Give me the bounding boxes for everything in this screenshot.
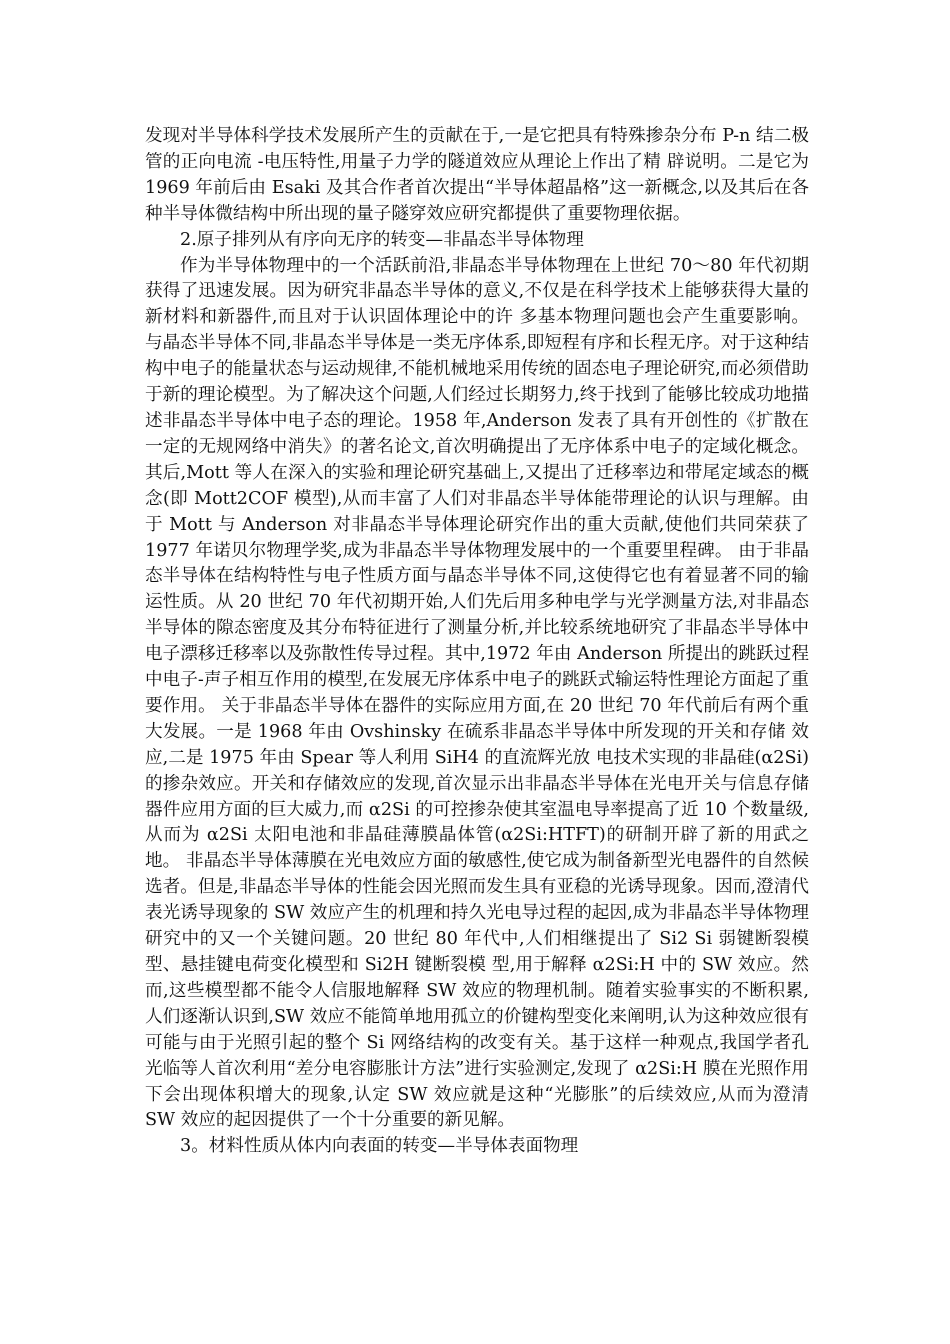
section-heading-amorphous: 2.原子排列从有序向无序的转变—非晶态半导体物理 [180,229,584,250]
document-body [145,124,809,1160]
paragraph-amorphous-semiconductor: 作为半导体物理中的一个活跃前沿,非晶态半导体物理在上世纪 70～80 年代初期获得了迅速发展。因为研究非晶态半导体的意义,不仅是在科学技术上能够获得大量的新材料和新器件,而且对于认识固体理论中的许 多基本物理问题也会产生重要影响。 与晶态半导体不同,非晶态半导体是一类无序体系,即短程有序和长程无序。对于这种结构中电子的能量状态与运动规律,不能机械地采用传统的固态电子理论研究,而必须借助于新的理论模型。为了解决这个问题,人们经过长期努力,终于找到了能够比较成功地描述非晶态半导体中电子态的理论。1958 年,Anderson 发表了具有开创性的《扩散在一定的无规网络中消失》的著名论文,首次明确提出了无序体系中电子的定域化概念。其后,Mott 等人在深入的实验和理论研究基础上,又提出了迁移率边和带尾定域态的概念(即 Mott2COF 模型),从而丰富了人们对非晶态半导体能带理论的认识与理解。由于 Mott 与 Anderson 对非晶态半导体理论研究作出的重大贡献,使他们共同荣获了 1977 年诺贝尔物理学奖,成为非晶态半导体物理发展中的一个重要里程碑。 由于非晶态半导体在结构特性与电子性质方面与晶态半导体不同,这使得它也有着显著不同的输运性质。从 20 世纪 70 年代初期开始,人们先后用多种电学与光学测量方法,对非晶态半导体的隙态密度及其分布特征进行了测量分析,并比较系统地研究了非晶态半导体中电子漂移迁移率以及弥散性传导过程。其中,1972 年由 Anderson 所提出的跳跃过程中电子-声子相互作用的模型,在发展无序体系中电子的跳跃式输运特性理论方面起了重要作用。 关于非晶态半导体在器件的实际应用方面,在 20 世纪 70 年代前后有两个重大发展。一是 1968 年由 Ovshinsky 在硫系非晶态半导体中所发现的开关和存储 效应,二是 1975 年由 Spear 等人利用 SiH4 的直流辉光放 电技术实现的非晶硅(α2Si)的掺杂效应。开关和存储效应的发现,首次显示出非晶态半导体在光电开关与信息存储器件应用方面的巨大威力,而 α2Si 的可控掺杂使其室温电导率提高了近 10 个数量级,从而为 α2Si 太阳电池和非晶硅薄膜晶体管(α2Si:HTFT)的研制开辟了新的用武之地。 非晶态半导体薄膜在光电效应方面的敏感性,使它成为制备新型光电器件的自然候选者。但是,非晶态半导体的性能会因光照而发生具有亚稳的光诱导现象。因而,澄清代表光诱导现象的 SW 效应产生的机理和持久光电导过程的起因,成为非晶态半导体物理研究中的又一个关键问题。20 世纪 80 年代中,人们相继提出了 Si2 Si 弱键断裂模型、悬挂键电荷变化模型和 Si2H 键断裂模 型,用于解释 α2Si:H 中的 SW 效应。然而,这些模型都不能令人信服地解释 SW 效应的物理机制。随着实验事实的不断积累,人们逐渐认识到,SW 效应不能简单地用孤立的价键构型变化来阐明,认为这种效应很有可能与由于光照引起的整个 Si 网络结构的改变有关。基于这样一种观点,我国学者孔光临等人首次利用“差分电容膨胀计方法”进行实验测定,发现了 α2Si:H 膜在光照作用下会出现体积增大的现象,认定 SW 效应就是这种“光膨胀”的后续效应,从而为澄清 SW 效应的起因提供了一个十分重要的新见解。 [145,255,809,1131]
paragraph-tunneling-contribution: 发现对半导体科学技术发展所产生的贡献在于,一是它把具有特殊掺杂分布 P-n 结二极管的正向电流 -电压特性,用量子力学的隧道效应从理论上作出了精 辟说明。二是它为 1969 年前后由 Esaki 及其合作者首次提出“半导体超晶格”这一新概念,以及其后在各种半导体微结构中所出现的量子隧穿效应研究都提供了重要物理依据。 [145,126,809,224]
section-heading-surface: 3。材料性质从体内向表面的转变—半导体表面物理 [180,1136,579,1157]
